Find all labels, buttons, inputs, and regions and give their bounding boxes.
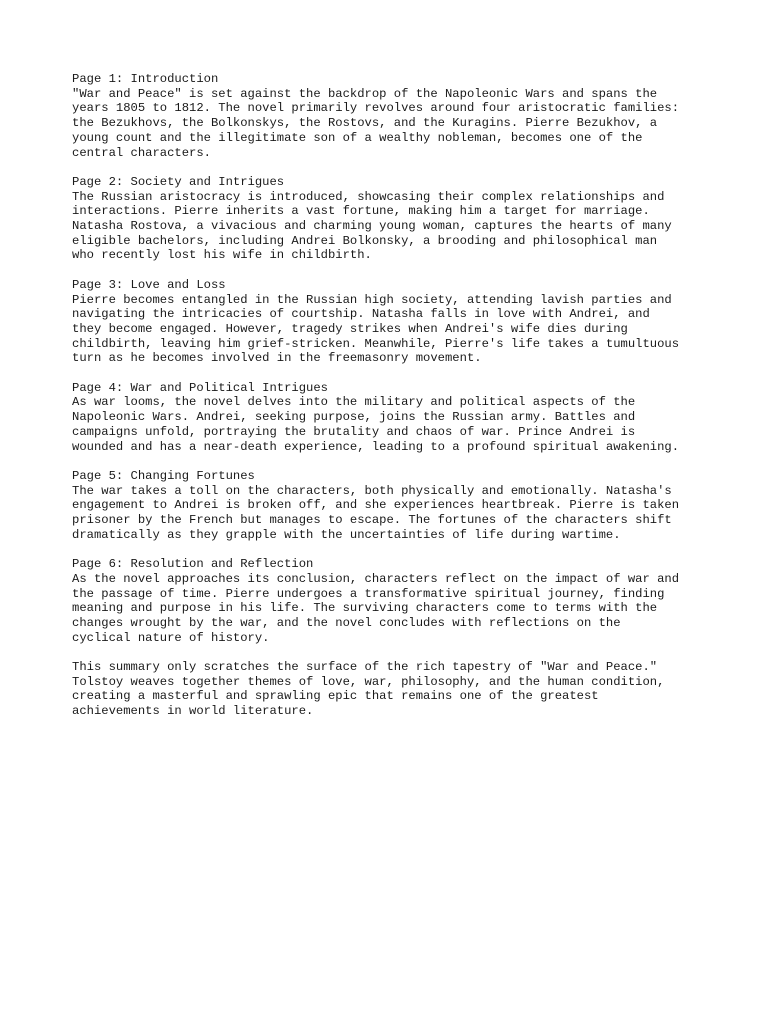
section-body: "War and Peace" is set against the backdrop of the Napoleonic Wars and spans the years 1805 to 1812. The novel primarily revolves around four aristocratic families: the Bezukhovs, the Bolkonskys, the Rostovs, and the Kuragins. Pierre Bezukhov, a young count and the illegitimate son of a wealthy nobleman, becomes one of the central characters.: [72, 86, 680, 160]
section-introduction: [72, 72, 732, 160]
section-title: Page 5: Changing Fortunes: [72, 468, 255, 483]
section-war-and-political-intrigues: [72, 381, 732, 455]
section-body: As war looms, the novel delves into the military and political aspects of the Napoleonic Wars. Andrei, seeking purpose, joins the Russian army. Battles and campaigns unfold, portraying the brutality and chaos of war. Prince Andrei is wounded and has a near-death experience, leading to a profound spiritual awakening.: [72, 395, 680, 454]
section-title: Page 1: Introduction: [72, 72, 219, 86]
document-page: [72, 72, 732, 734]
section-title: Page 6: Resolution and Reflection: [72, 557, 314, 572]
closing-text: This summary only scratches the surface of the rich tapestry of "War and Peace." Tolstoy weaves together themes of love, war, philosophy, and the human condition, creating a masterful and sprawling epic that remains one of the greatest achievements in world literature.: [72, 660, 665, 719]
section-love-and-loss: [72, 278, 732, 366]
section-body: The war takes a toll on the characters, both physically and emotionally. Natasha's engagement to Andrei is broken off, and she experiences heartbreak. Pierre is taken prisoner by the French but manages to escape. The fortunes of the characters shift dramatically as they grapple with the uncertainties of life during wartime.: [72, 483, 680, 542]
section-body: The Russian aristocracy is introduced, showcasing their complex relationships and interactions. Pierre inherits a vast fortune, making him a target for marriage. Natasha Rostova, a vivacious and charming young woman, captures the hearts of many eligible bachelors, including Andrei Bolkonsky, a brooding and philosophical man who recently lost his wife in childbirth.: [72, 189, 672, 263]
section-title: Page 4: War and Political Intrigues: [72, 380, 328, 395]
section-title: Page 2: Society and Intrigues: [72, 174, 285, 189]
closing-paragraph: [72, 660, 732, 719]
section-society-and-intrigues: [72, 175, 732, 263]
section-resolution-and-reflection: [72, 557, 732, 645]
section-body: Pierre becomes entangled in the Russian high society, attending lavish parties and navigating the intricacies of courtship. Natasha falls in love with Andrei, and they become engaged. However, tragedy strikes when Andrei's wife dies during childbirth, leaving him grief-stricken. Meanwhile, Pierre's life takes a tumultuous turn as he becomes involved in the freemasonry movement.: [72, 292, 680, 366]
section-changing-fortunes: [72, 469, 732, 543]
section-title: Page 3: Love and Loss: [72, 277, 226, 292]
section-body: As the novel approaches its conclusion, characters reflect on the impact of war and the passage of time. Pierre undergoes a transformative spiritual journey, finding meaning and purpose in his life. The surviving characters come to terms with the changes wrought by the war, and the novel concludes with reflections on the cyclical nature of history.: [72, 571, 680, 645]
